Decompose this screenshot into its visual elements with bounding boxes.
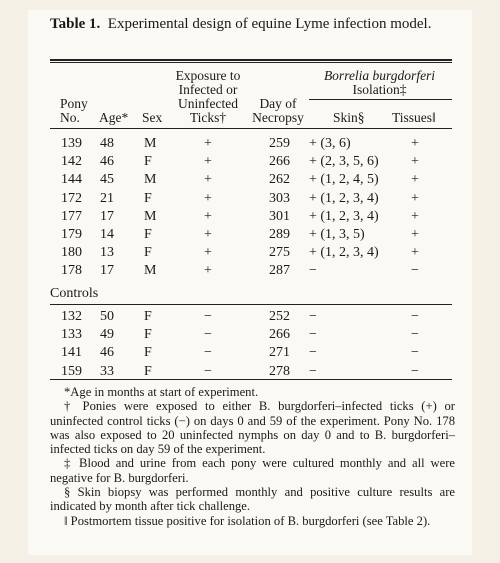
cell-necropsy: 275 <box>269 245 290 261</box>
cell-necropsy: 301 <box>269 208 290 224</box>
cell-exposure: − <box>204 327 212 343</box>
cell-skin: − <box>309 363 317 379</box>
cell-necropsy: 289 <box>269 227 290 242</box>
cell-exposure: + <box>204 154 212 170</box>
cell-age: 46 <box>100 345 114 361</box>
header-necropsy-1: Day of <box>259 96 297 111</box>
cell-tissues: + <box>411 136 419 151</box>
cell-tissues: − <box>411 309 419 324</box>
cell-skin: + (1, 2, 3, 4) <box>309 208 379 224</box>
table-caption <box>50 14 460 34</box>
cell-sex: F <box>144 245 152 261</box>
cell-exposure: + <box>204 245 212 261</box>
header-exposure-1: Exposure to <box>175 68 241 83</box>
footnote-skin: § Skin biopsy was performed monthly and positive culture results are indicated by month after tick challenge. <box>50 485 455 514</box>
cell-sex: F <box>144 309 152 324</box>
footnote-age: *Age in months at start of experiment. <box>64 385 259 399</box>
caption-text: Experimental design of equine Lyme infection model. <box>107 16 432 32</box>
cell-exposure: − <box>204 309 212 324</box>
cell-sex: F <box>144 363 152 379</box>
cell-tissues: + <box>411 154 419 170</box>
cell-necropsy: 252 <box>269 309 290 324</box>
header-pony-2: No. <box>60 110 80 125</box>
cell-skin: + (1, 2, 3, 4) <box>309 245 379 261</box>
cell-sex: F <box>144 227 152 242</box>
header-tissues: Tissues‖ <box>392 110 436 125</box>
cell-age: 46 <box>100 154 114 170</box>
cell-pony: 139 <box>61 136 82 151</box>
cell-exposure: + <box>204 263 212 279</box>
cell-sex: M <box>144 172 157 188</box>
cell-skin: + (1, 3, 5) <box>309 227 365 242</box>
cell-pony: 132 <box>61 309 82 324</box>
header-exposure-2: Infected or <box>178 82 238 97</box>
cell-exposure: + <box>204 136 212 151</box>
cell-pony: 141 <box>61 345 82 361</box>
cell-tissues: + <box>411 208 419 224</box>
top-rule <box>50 59 452 61</box>
header-isolation-2: Isolation‡ <box>352 82 407 97</box>
cell-pony: 133 <box>61 327 82 343</box>
controls-label: Controls <box>50 286 99 301</box>
cell-pony: 142 <box>61 154 82 170</box>
cell-pony: 159 <box>61 363 82 379</box>
cell-pony: 144 <box>61 172 82 188</box>
cell-exposure: + <box>204 190 212 206</box>
cell-exposure: + <box>204 208 212 224</box>
header-exposure-3: Uninfected <box>178 96 238 111</box>
controls-rule <box>50 304 452 305</box>
cell-skin: + (2, 3, 5, 6) <box>309 154 379 170</box>
cell-necropsy: 259 <box>269 136 290 151</box>
cell-necropsy: 271 <box>269 345 290 361</box>
cell-skin: − <box>309 263 317 279</box>
cell-skin: − <box>309 345 317 361</box>
cell-tissues: − <box>411 327 419 343</box>
cell-exposure: + <box>204 227 212 242</box>
cell-age: 13 <box>100 245 114 261</box>
cell-sex: F <box>144 154 152 170</box>
header-sex: Sex <box>142 110 163 125</box>
cell-age: 14 <box>100 227 114 242</box>
cell-skin: + (1, 2, 3, 4) <box>309 190 379 206</box>
header-rule <box>50 128 452 129</box>
isolation-span-rule <box>309 99 452 100</box>
cell-sex: F <box>144 345 152 361</box>
caption-label: Table 1. <box>50 16 101 32</box>
cell-skin: + (3, 6) <box>309 136 351 151</box>
cell-sex: M <box>144 208 157 224</box>
cell-age: 21 <box>100 190 114 206</box>
cell-tissues: − <box>411 345 419 361</box>
cell-exposure: − <box>204 345 212 361</box>
cell-pony: 178 <box>61 263 82 279</box>
header-age: Age* <box>99 110 129 125</box>
cell-skin: − <box>309 309 317 324</box>
cell-pony: 180 <box>61 245 82 261</box>
cell-sex: M <box>144 263 157 279</box>
cell-tissues: + <box>411 245 419 261</box>
cell-sex: F <box>144 190 152 206</box>
cell-tissues: + <box>411 190 419 206</box>
cell-tissues: − <box>411 363 419 379</box>
cell-pony: 179 <box>61 227 82 242</box>
cell-tissues: + <box>411 172 419 188</box>
cell-age: 33 <box>100 363 114 379</box>
cell-necropsy: 262 <box>269 172 290 188</box>
top-rule-inner <box>50 62 452 63</box>
cell-skin: + (1, 2, 4, 5) <box>309 172 379 188</box>
cell-necropsy: 266 <box>269 327 290 343</box>
cell-necropsy: 278 <box>269 363 290 379</box>
cell-exposure: + <box>204 172 212 188</box>
cell-sex: F <box>144 327 152 343</box>
cell-sex: M <box>144 136 157 151</box>
cell-tissues: − <box>411 263 419 279</box>
footnote-exposure: † Ponies were exposed to either B. burgdorferi–infected ticks (+) or uninfected control ticks (−) on days 0 and 59 of the experiment. Pony No. 178 was also exposed to 20 uninfected nymphs on day 0 and to B. burgdorferi–infected ticks on day 59 of the experiment. <box>50 399 455 457</box>
cell-age: 17 <box>100 208 114 224</box>
header-exposure-4: Ticks† <box>189 110 227 125</box>
cell-pony: 177 <box>61 208 82 224</box>
cell-age: 17 <box>100 263 114 279</box>
cell-age: 45 <box>100 172 114 188</box>
cell-skin: − <box>309 327 317 343</box>
cell-age: 49 <box>100 327 114 343</box>
cell-exposure: − <box>204 363 212 379</box>
footnote-isolation: ‡ Blood and urine from each pony were cultured monthly and all were negative for B. burgdorferi. <box>50 456 455 485</box>
cell-necropsy: 266 <box>269 154 290 170</box>
cell-age: 50 <box>100 309 114 324</box>
bottom-rule <box>50 379 452 380</box>
cell-necropsy: 303 <box>269 190 290 206</box>
footnote-tissues: ‖ Postmortem tissue positive for isolation of B. burgdorferi (see Table 2). <box>64 513 431 528</box>
header-isolation-1: Borrelia burgdorferi <box>323 68 436 83</box>
cell-age: 48 <box>100 136 114 151</box>
cell-tissues: + <box>411 227 419 242</box>
cell-necropsy: 287 <box>269 263 290 279</box>
cell-pony: 172 <box>61 190 82 206</box>
header-pony-1: Pony <box>60 96 88 111</box>
footnotes <box>50 385 455 528</box>
header-skin: Skin§ <box>333 110 365 125</box>
header-necropsy-2: Necropsy <box>252 110 304 125</box>
